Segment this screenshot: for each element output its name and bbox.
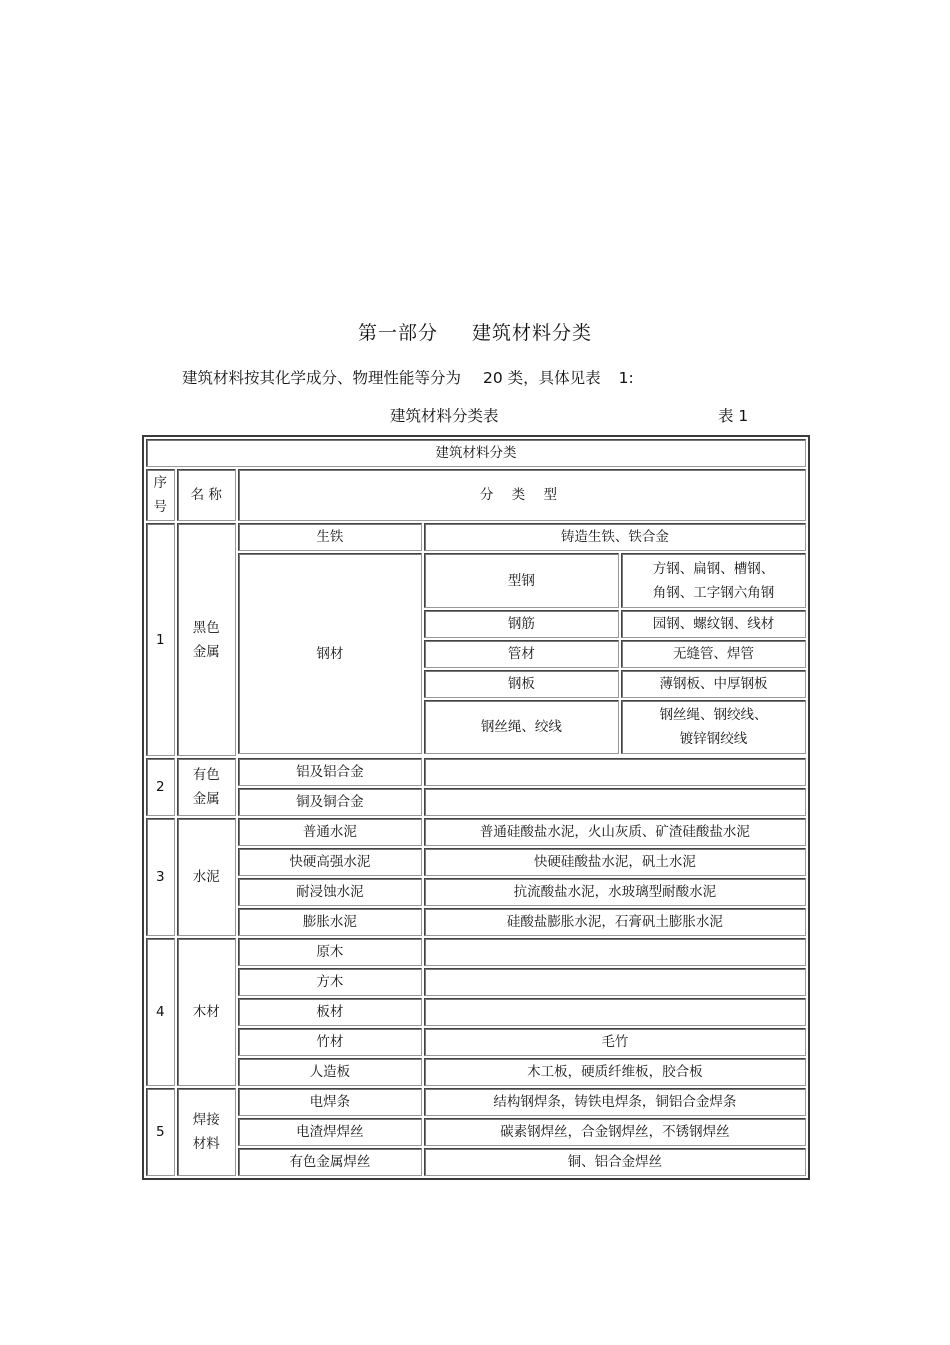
table-row	[146, 1028, 806, 1056]
heading-part: 第一部分	[357, 322, 438, 344]
intro-paragraph	[182, 366, 634, 388]
intro-table-ref: 1:	[618, 369, 634, 387]
header-seq	[146, 469, 175, 521]
table-row	[146, 788, 806, 816]
subitem-cell: 钢板	[424, 670, 619, 698]
category-line: 材料	[192, 1136, 220, 1152]
desc-line: 角钢、工字钢六角钢	[652, 584, 775, 601]
category-line: 金属	[192, 791, 220, 807]
table-row	[146, 553, 806, 608]
table-row	[146, 848, 806, 876]
desc-cell	[621, 700, 806, 754]
table-row	[146, 523, 806, 551]
desc-cell: 毛竹	[424, 1028, 806, 1056]
desc-cell	[621, 553, 806, 608]
desc-cell: 无缝管、焊管	[621, 640, 806, 668]
desc-cell	[424, 998, 806, 1026]
category-cell	[177, 523, 236, 756]
table-row	[146, 1148, 806, 1176]
category-line: 焊接	[192, 1112, 220, 1128]
table-row	[146, 908, 806, 936]
seq-cell: 2	[146, 758, 175, 816]
table-number: 表 1	[718, 407, 749, 425]
desc-cell: 结构钢焊条，铸铁电焊条，铜铝合金焊条	[424, 1088, 806, 1116]
table-row	[146, 1088, 806, 1116]
item-cell: 普通水泥	[238, 818, 422, 846]
table-title-row	[146, 439, 806, 467]
table-row	[146, 758, 806, 786]
intro-text: 建筑材料按其化学成分、物理性能等分为	[182, 369, 462, 387]
desc-cell	[424, 788, 806, 816]
desc-cell: 木工板，硬质纤维板，胶合板	[424, 1058, 806, 1086]
desc-cell: 园钢、螺纹钢、线材	[621, 610, 806, 638]
category-line: 金属	[192, 643, 220, 660]
desc-cell: 铸造生铁、铁合金	[424, 523, 806, 551]
desc-cell: 碳素钢焊丝，合金钢焊丝，不锈钢焊丝	[424, 1118, 806, 1146]
category-cell	[177, 1088, 236, 1176]
header-seq-line: 号	[153, 499, 168, 515]
desc-line: 镀锌钢绞线	[679, 731, 748, 747]
item-cell: 有色金属焊丝	[238, 1148, 422, 1176]
desc-cell: 快硬硅酸盐水泥，矾土水泥	[424, 848, 806, 876]
item-cell: 钢材	[238, 553, 422, 754]
desc-cell: 抗流酸盐水泥，水玻璃型耐酸水泥	[424, 878, 806, 906]
item-cell: 铝及铝合金	[238, 758, 422, 786]
table-row	[146, 938, 806, 966]
page-heading	[0, 318, 950, 345]
table-row	[146, 968, 806, 996]
item-cell: 生铁	[238, 523, 422, 551]
desc-cell: 铜、铝合金焊丝	[424, 1148, 806, 1176]
seq-cell: 5	[146, 1088, 175, 1176]
item-cell: 方木	[238, 968, 422, 996]
desc-line: 钢丝绳、钢绞线、	[659, 707, 768, 723]
desc-cell	[424, 758, 806, 786]
subitem-cell: 管材	[424, 640, 619, 668]
table-row	[146, 1058, 806, 1086]
item-cell: 人造板	[238, 1058, 422, 1086]
item-cell: 膨胀水泥	[238, 908, 422, 936]
item-cell: 电焊条	[238, 1088, 422, 1116]
intro-count: 20 类，具体见表	[483, 369, 601, 387]
table-header-row	[146, 469, 806, 521]
category-cell: 木材	[177, 938, 236, 1086]
seq-cell: 4	[146, 938, 175, 1086]
header-name: 名 称	[177, 469, 236, 521]
desc-cell: 普通硅酸盐水泥，火山灰质、矿渣硅酸盐水泥	[424, 818, 806, 846]
item-cell: 耐浸蚀水泥	[238, 878, 422, 906]
table-title: 建筑材料分类	[146, 439, 806, 467]
seq-cell: 1	[146, 523, 175, 756]
header-seq-line: 序	[153, 475, 168, 491]
desc-cell	[424, 968, 806, 996]
table-row	[146, 878, 806, 906]
item-cell: 快硬高强水泥	[238, 848, 422, 876]
subitem-cell: 型钢	[424, 553, 619, 608]
materials-table	[142, 435, 810, 1180]
subitem-cell: 钢筋	[424, 610, 619, 638]
item-cell: 原木	[238, 938, 422, 966]
category-line: 黑色	[192, 619, 220, 636]
table-row	[146, 1118, 806, 1146]
item-cell: 板材	[238, 998, 422, 1026]
header-type: 分 类 型	[238, 469, 806, 521]
desc-cell: 硅酸盐膨胀水泥，石膏矾土膨胀水泥	[424, 908, 806, 936]
table-caption: 建筑材料分类表	[390, 407, 499, 425]
table-row	[146, 998, 806, 1026]
category-line: 有色	[192, 767, 220, 783]
category-cell	[177, 758, 236, 816]
desc-cell	[424, 938, 806, 966]
item-cell: 电渣焊焊丝	[238, 1118, 422, 1146]
item-cell: 竹材	[238, 1028, 422, 1056]
subitem-cell: 钢丝绳、绞线	[424, 700, 619, 754]
desc-cell: 薄钢板、中厚钢板	[621, 670, 806, 698]
seq-cell: 3	[146, 818, 175, 936]
item-cell: 铜及铜合金	[238, 788, 422, 816]
table-row	[146, 818, 806, 846]
heading-title: 建筑材料分类	[472, 322, 593, 344]
desc-line: 方钢、扁钢、槽钢、	[652, 560, 775, 577]
category-cell: 水泥	[177, 818, 236, 936]
